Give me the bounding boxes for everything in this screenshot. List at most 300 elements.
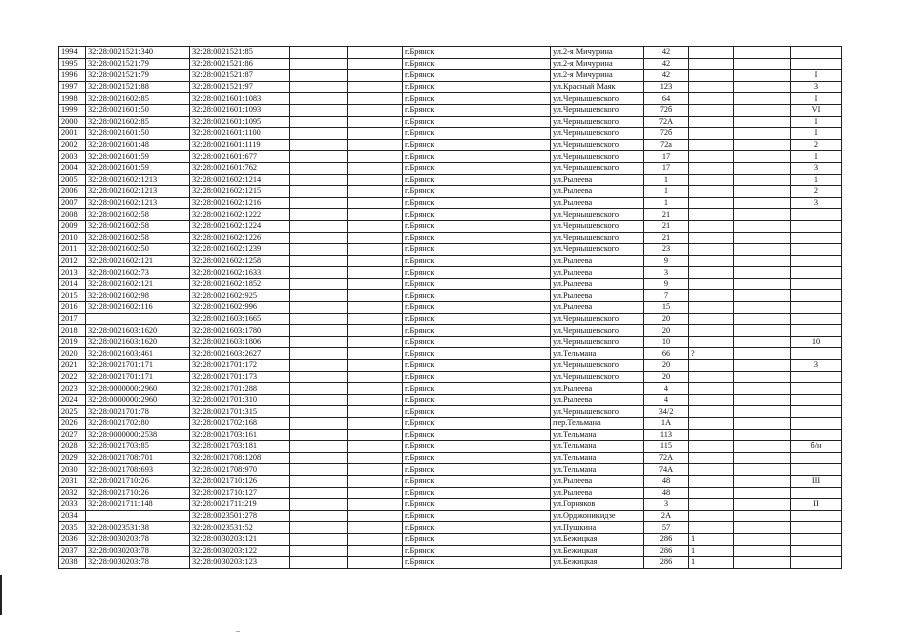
cell-mark xyxy=(689,383,734,395)
cell-cadastral-number-2: 32:28:0021602:925 xyxy=(190,290,290,302)
cell-mark xyxy=(689,151,734,163)
cell-blank-a xyxy=(290,383,348,395)
cell-mark xyxy=(689,499,734,511)
cell-blank-a xyxy=(290,487,348,499)
table-row xyxy=(59,313,842,325)
cell-blank-a xyxy=(290,418,348,430)
cell-street: ул.Орджоникидзе xyxy=(551,510,644,522)
cell-mark xyxy=(689,441,734,453)
cell-number: 1997 xyxy=(59,81,86,93)
cell-blank-d xyxy=(734,452,791,464)
cell-mark xyxy=(689,522,734,534)
cell-number: 2004 xyxy=(59,162,86,174)
cell-blank-d xyxy=(734,255,791,267)
cell-cadastral-number-1: 32:28:0000000:2960 xyxy=(86,383,190,395)
cell-house: 17 xyxy=(644,162,689,174)
cell-apartment: I xyxy=(791,151,842,163)
cell-blank-a xyxy=(290,278,348,290)
cell-mark xyxy=(689,128,734,140)
cell-blank-b xyxy=(348,371,403,383)
cell-number: 2007 xyxy=(59,197,86,209)
cell-cadastral-number-1: 32:28:0021602:98 xyxy=(86,290,190,302)
cell-number: 2015 xyxy=(59,290,86,302)
cell-cadastral-number-2: 32:28:0023531:52 xyxy=(190,522,290,534)
cell-cadastral-number-2: 32:28:0021603:2627 xyxy=(190,348,290,360)
cell-city: г.Брянск xyxy=(403,70,551,82)
cell-blank-a xyxy=(290,464,348,476)
cell-apartment xyxy=(791,510,842,522)
cell-city: г.Брянск xyxy=(403,510,551,522)
cell-blank-a xyxy=(290,499,348,511)
cell-house: 34/2 xyxy=(644,406,689,418)
cell-number: 2022 xyxy=(59,371,86,383)
cell-house: 286 xyxy=(644,545,689,557)
cell-cadastral-number-2: 32:28:0021601:1093 xyxy=(190,104,290,116)
cell-blank-a xyxy=(290,267,348,279)
cell-blank-d xyxy=(734,522,791,534)
cell-street: ул.Рылеева xyxy=(551,475,644,487)
cell-house: 72б xyxy=(644,104,689,116)
cell-apartment xyxy=(791,383,842,395)
cell-number: 2000 xyxy=(59,116,86,128)
cell-mark: 1 xyxy=(689,557,734,569)
cell-blank-a xyxy=(290,348,348,360)
cell-house: 10 xyxy=(644,336,689,348)
cell-cadastral-number-2: 32:28:0021602:1239 xyxy=(190,244,290,256)
cell-mark xyxy=(689,475,734,487)
cell-number: 2038 xyxy=(59,557,86,569)
cell-street: ул.2-я Мичурина xyxy=(551,47,644,59)
cell-apartment: 3 xyxy=(791,197,842,209)
cell-number: 2017 xyxy=(59,313,86,325)
cell-cadastral-number-1: 32:28:0021602:50 xyxy=(86,244,190,256)
cell-city: г.Брянск xyxy=(403,104,551,116)
cell-cadastral-number-1: 32:28:0021710:26 xyxy=(86,475,190,487)
table-row xyxy=(59,209,842,221)
cell-number: 2035 xyxy=(59,522,86,534)
cell-street: ул.Чернышевского xyxy=(551,128,644,140)
cell-street: ул.Горняков xyxy=(551,499,644,511)
cell-city: г.Брянск xyxy=(403,452,551,464)
cell-blank-d xyxy=(734,418,791,430)
table-row xyxy=(59,197,842,209)
table-row xyxy=(59,545,842,557)
cell-number: 2030 xyxy=(59,464,86,476)
cell-blank-a xyxy=(290,290,348,302)
cell-blank-b xyxy=(348,267,403,279)
table-row xyxy=(59,499,842,511)
cell-house: 17 xyxy=(644,151,689,163)
cell-cadastral-number-2: 32:28:0021602:1258 xyxy=(190,255,290,267)
cell-blank-a xyxy=(290,522,348,534)
cell-apartment: 3 xyxy=(791,360,842,372)
cell-cadastral-number-2: 32:28:0021601:1095 xyxy=(190,116,290,128)
cell-apartment xyxy=(791,452,842,464)
cell-apartment xyxy=(791,220,842,232)
cell-street: ул.Тельмана xyxy=(551,429,644,441)
table-row xyxy=(59,278,842,290)
cell-number: 1996 xyxy=(59,70,86,82)
cell-blank-a xyxy=(290,394,348,406)
cell-house: 1 xyxy=(644,186,689,198)
cell-number: 2028 xyxy=(59,441,86,453)
cell-blank-d xyxy=(734,510,791,522)
cell-blank-b xyxy=(348,499,403,511)
cell-city: г.Брянск xyxy=(403,139,551,151)
cell-house: 3 xyxy=(644,267,689,279)
cell-mark xyxy=(689,162,734,174)
table-row xyxy=(59,360,842,372)
cell-apartment: I xyxy=(791,128,842,140)
cell-mark xyxy=(689,232,734,244)
cell-blank-d xyxy=(734,209,791,221)
table-row xyxy=(59,70,842,82)
cell-blank-d xyxy=(734,406,791,418)
cell-city: г.Брянск xyxy=(403,371,551,383)
cell-blank-a xyxy=(290,116,348,128)
cell-cadastral-number-2: 32:28:0021708:970 xyxy=(190,464,290,476)
cell-blank-b xyxy=(348,336,403,348)
cell-blank-b xyxy=(348,81,403,93)
table-row xyxy=(59,464,842,476)
cell-number: 1994 xyxy=(59,47,86,59)
cell-cadastral-number-1: 32:28:0021602:58 xyxy=(86,220,190,232)
cell-apartment: II xyxy=(791,499,842,511)
table-row xyxy=(59,244,842,256)
cell-apartment xyxy=(791,209,842,221)
cell-number: 2011 xyxy=(59,244,86,256)
cell-blank-a xyxy=(290,151,348,163)
cell-cadastral-number-1: 32:28:0021602:85 xyxy=(86,116,190,128)
cell-blank-b xyxy=(348,70,403,82)
cell-city: г.Брянск xyxy=(403,336,551,348)
cell-blank-a xyxy=(290,313,348,325)
cell-blank-b xyxy=(348,383,403,395)
cell-cadastral-number-2: 32:28:0021521:85 xyxy=(190,47,290,59)
cell-street: ул.Тельмана xyxy=(551,441,644,453)
cell-blank-d xyxy=(734,464,791,476)
cell-apartment xyxy=(791,394,842,406)
cell-apartment: 10 xyxy=(791,336,842,348)
cell-cadastral-number-2: 32:28:0021602:1852 xyxy=(190,278,290,290)
cell-number: 2002 xyxy=(59,139,86,151)
register-table-body xyxy=(59,47,842,569)
cell-apartment xyxy=(791,533,842,545)
cell-street: ул.Чернышевского xyxy=(551,313,644,325)
cell-apartment xyxy=(791,348,842,360)
cell-city: г.Брянск xyxy=(403,128,551,140)
cell-mark xyxy=(689,371,734,383)
cell-blank-d xyxy=(734,81,791,93)
cell-blank-b xyxy=(348,545,403,557)
table-row xyxy=(59,418,842,430)
cell-number: 2018 xyxy=(59,325,86,337)
cell-blank-d xyxy=(734,545,791,557)
cell-blank-b xyxy=(348,151,403,163)
cell-mark xyxy=(689,255,734,267)
cell-blank-d xyxy=(734,394,791,406)
cell-blank-d xyxy=(734,278,791,290)
cell-cadastral-number-2: 32:28:0021711:219 xyxy=(190,499,290,511)
cell-cadastral-number-1: 32:28:0021601:50 xyxy=(86,104,190,116)
cell-mark xyxy=(689,394,734,406)
cell-blank-d xyxy=(734,232,791,244)
cell-blank-a xyxy=(290,47,348,59)
cell-cadastral-number-1: 32:28:0021701:171 xyxy=(86,371,190,383)
cell-city: г.Брянск xyxy=(403,162,551,174)
cell-city: г.Брянск xyxy=(403,255,551,267)
cell-blank-d xyxy=(734,302,791,314)
table-row xyxy=(59,232,842,244)
cell-city: г.Брянск xyxy=(403,464,551,476)
table-row xyxy=(59,557,842,569)
cell-house: 74А xyxy=(644,464,689,476)
cell-city: г.Брянск xyxy=(403,220,551,232)
cell-apartment xyxy=(791,313,842,325)
cell-house: 64 xyxy=(644,93,689,105)
table-row xyxy=(59,522,842,534)
cell-blank-a xyxy=(290,232,348,244)
cell-apartment: б/н xyxy=(791,441,842,453)
cell-house: 15 xyxy=(644,302,689,314)
cell-mark xyxy=(689,116,734,128)
cell-blank-a xyxy=(290,336,348,348)
cell-blank-a xyxy=(290,510,348,522)
table-row xyxy=(59,174,842,186)
cell-street: ул.Рылеева xyxy=(551,197,644,209)
cell-number: 2034 xyxy=(59,510,86,522)
cell-blank-b xyxy=(348,394,403,406)
cell-blank-d xyxy=(734,499,791,511)
cell-mark xyxy=(689,93,734,105)
cell-blank-a xyxy=(290,302,348,314)
cell-blank-a xyxy=(290,533,348,545)
cell-street: ул.Рылеева xyxy=(551,302,644,314)
cell-house: 20 xyxy=(644,325,689,337)
cell-street: ул.Пушкина xyxy=(551,522,644,534)
cell-cadastral-number-2: 32:28:0021708:1208 xyxy=(190,452,290,464)
table-row xyxy=(59,162,842,174)
cell-blank-b xyxy=(348,244,403,256)
cell-blank-a xyxy=(290,325,348,337)
cell-city: г.Брянск xyxy=(403,522,551,534)
cell-cadastral-number-1: 32:28:0021701:171 xyxy=(86,360,190,372)
cell-blank-a xyxy=(290,406,348,418)
table-row xyxy=(59,267,842,279)
cell-street: ул.Бежицкая xyxy=(551,557,644,569)
table-row xyxy=(59,452,842,464)
cell-number: 2029 xyxy=(59,452,86,464)
cell-house: 72А xyxy=(644,452,689,464)
cell-street: ул.Чернышевского xyxy=(551,220,644,232)
cell-house: 57 xyxy=(644,522,689,534)
cell-mark xyxy=(689,244,734,256)
cell-blank-b xyxy=(348,302,403,314)
cell-number: 2023 xyxy=(59,383,86,395)
cell-mark xyxy=(689,70,734,82)
cell-cadastral-number-2: 32:28:0021703:181 xyxy=(190,441,290,453)
table-row xyxy=(59,151,842,163)
cell-blank-a xyxy=(290,452,348,464)
cell-cadastral-number-1: 32:28:0021521:88 xyxy=(86,81,190,93)
cell-cadastral-number-2: 32:28:0021603:1806 xyxy=(190,336,290,348)
cell-mark xyxy=(689,325,734,337)
cell-mark: 1 xyxy=(689,545,734,557)
cell-street: ул.Красный Маяк xyxy=(551,81,644,93)
cell-apartment xyxy=(791,290,842,302)
cell-mark xyxy=(689,302,734,314)
cell-mark xyxy=(689,429,734,441)
table-row xyxy=(59,429,842,441)
cell-cadastral-number-2: 32:28:0021602:1224 xyxy=(190,220,290,232)
cell-cadastral-number-2: 32:28:0021602:1633 xyxy=(190,267,290,279)
cell-house: 1 xyxy=(644,197,689,209)
cell-number: 1998 xyxy=(59,93,86,105)
cell-mark xyxy=(689,360,734,372)
cell-blank-a xyxy=(290,244,348,256)
cell-blank-d xyxy=(734,47,791,59)
cell-blank-d xyxy=(734,475,791,487)
cell-blank-b xyxy=(348,418,403,430)
cell-blank-d xyxy=(734,58,791,70)
cell-number: 1999 xyxy=(59,104,86,116)
cell-apartment xyxy=(791,464,842,476)
cell-apartment xyxy=(791,429,842,441)
table-row xyxy=(59,533,842,545)
cell-mark xyxy=(689,278,734,290)
cell-apartment xyxy=(791,487,842,499)
cell-city: г.Брянск xyxy=(403,209,551,221)
cell-blank-b xyxy=(348,360,403,372)
cell-blank-d xyxy=(734,290,791,302)
cell-mark xyxy=(689,104,734,116)
cell-blank-a xyxy=(290,255,348,267)
cell-street: ул.Чернышевского xyxy=(551,93,644,105)
scan-speck xyxy=(236,631,240,632)
cell-street: ул.Чернышевского xyxy=(551,104,644,116)
cell-blank-d xyxy=(734,325,791,337)
cell-street: ул.Тельмана xyxy=(551,452,644,464)
cell-city: г.Брянск xyxy=(403,499,551,511)
table-row xyxy=(59,371,842,383)
cell-blank-a xyxy=(290,70,348,82)
cell-city: г.Брянск xyxy=(403,58,551,70)
cell-apartment: VI xyxy=(791,104,842,116)
cell-cadastral-number-2: 32:28:0030203:123 xyxy=(190,557,290,569)
cell-city: г.Брянск xyxy=(403,290,551,302)
cell-street: ул.Рылеева xyxy=(551,267,644,279)
cell-number: 2006 xyxy=(59,186,86,198)
cell-city: г.Брянск xyxy=(403,313,551,325)
table-row xyxy=(59,510,842,522)
cell-apartment xyxy=(791,58,842,70)
cell-blank-d xyxy=(734,139,791,151)
cell-cadastral-number-1: 32:28:0021602:121 xyxy=(86,278,190,290)
cell-house: 20 xyxy=(644,371,689,383)
cell-blank-b xyxy=(348,557,403,569)
cell-apartment xyxy=(791,232,842,244)
cell-house: 72А xyxy=(644,116,689,128)
cell-cadastral-number-2: 32:28:0021703:161 xyxy=(190,429,290,441)
cell-number: 2021 xyxy=(59,360,86,372)
cell-street: ул.Рылеева xyxy=(551,278,644,290)
cell-house: 72а xyxy=(644,139,689,151)
cell-street: ул.Рылеева xyxy=(551,186,644,198)
cell-cadastral-number-1: 32:28:0030203:78 xyxy=(86,557,190,569)
cell-mark xyxy=(689,209,734,221)
cell-blank-a xyxy=(290,209,348,221)
cell-blank-b xyxy=(348,522,403,534)
cell-blank-a xyxy=(290,197,348,209)
cell-cadastral-number-2: 32:28:0021601:1119 xyxy=(190,139,290,151)
cell-blank-a xyxy=(290,371,348,383)
cell-mark xyxy=(689,174,734,186)
table-row xyxy=(59,336,842,348)
table-row xyxy=(59,58,842,70)
cell-blank-b xyxy=(348,429,403,441)
cell-house: 9 xyxy=(644,278,689,290)
cell-apartment xyxy=(791,244,842,256)
table-row xyxy=(59,104,842,116)
cell-house: 115 xyxy=(644,441,689,453)
table-row xyxy=(59,302,842,314)
cell-blank-b xyxy=(348,128,403,140)
table-row xyxy=(59,255,842,267)
cell-blank-b xyxy=(348,186,403,198)
cell-number: 2016 xyxy=(59,302,86,314)
cell-cadastral-number-1: 32:28:0021601:59 xyxy=(86,162,190,174)
cell-street: ул.Тельмана xyxy=(551,348,644,360)
cell-number: 2009 xyxy=(59,220,86,232)
cell-mark xyxy=(689,47,734,59)
table-row xyxy=(59,475,842,487)
cell-city: г.Брянск xyxy=(403,93,551,105)
cell-mark xyxy=(689,487,734,499)
cell-city: г.Брянск xyxy=(403,244,551,256)
cell-number: 2001 xyxy=(59,128,86,140)
cell-number: 2031 xyxy=(59,475,86,487)
cell-blank-b xyxy=(348,209,403,221)
cell-cadastral-number-1: 32:28:0021602:58 xyxy=(86,209,190,221)
cell-street: ул.Чернышевского xyxy=(551,406,644,418)
table-row xyxy=(59,81,842,93)
cell-blank-b xyxy=(348,116,403,128)
table-row xyxy=(59,325,842,337)
cell-house: 42 xyxy=(644,70,689,82)
cell-street: ул.Бежицкая xyxy=(551,533,644,545)
cell-street: ул.Чернышевского xyxy=(551,232,644,244)
cell-apartment: 2 xyxy=(791,186,842,198)
cell-street: ул.Чернышевского xyxy=(551,244,644,256)
cell-house: 42 xyxy=(644,47,689,59)
cell-cadastral-number-1: 32:28:0021521:79 xyxy=(86,58,190,70)
cell-blank-b xyxy=(348,104,403,116)
cell-cadastral-number-1: 32:28:0021601:59 xyxy=(86,151,190,163)
cell-number: 2013 xyxy=(59,267,86,279)
cell-street: ул.Чернышевского xyxy=(551,116,644,128)
table-row xyxy=(59,128,842,140)
cell-apartment: I xyxy=(791,70,842,82)
table-row xyxy=(59,348,842,360)
cell-cadastral-number-2: 32:28:0021601:1100 xyxy=(190,128,290,140)
cell-cadastral-number-1 xyxy=(86,313,190,325)
cell-blank-d xyxy=(734,162,791,174)
cell-cadastral-number-1: 32:28:0021708:693 xyxy=(86,464,190,476)
cell-mark xyxy=(689,81,734,93)
cell-house: 9 xyxy=(644,255,689,267)
cell-house: 20 xyxy=(644,360,689,372)
table-row xyxy=(59,394,842,406)
